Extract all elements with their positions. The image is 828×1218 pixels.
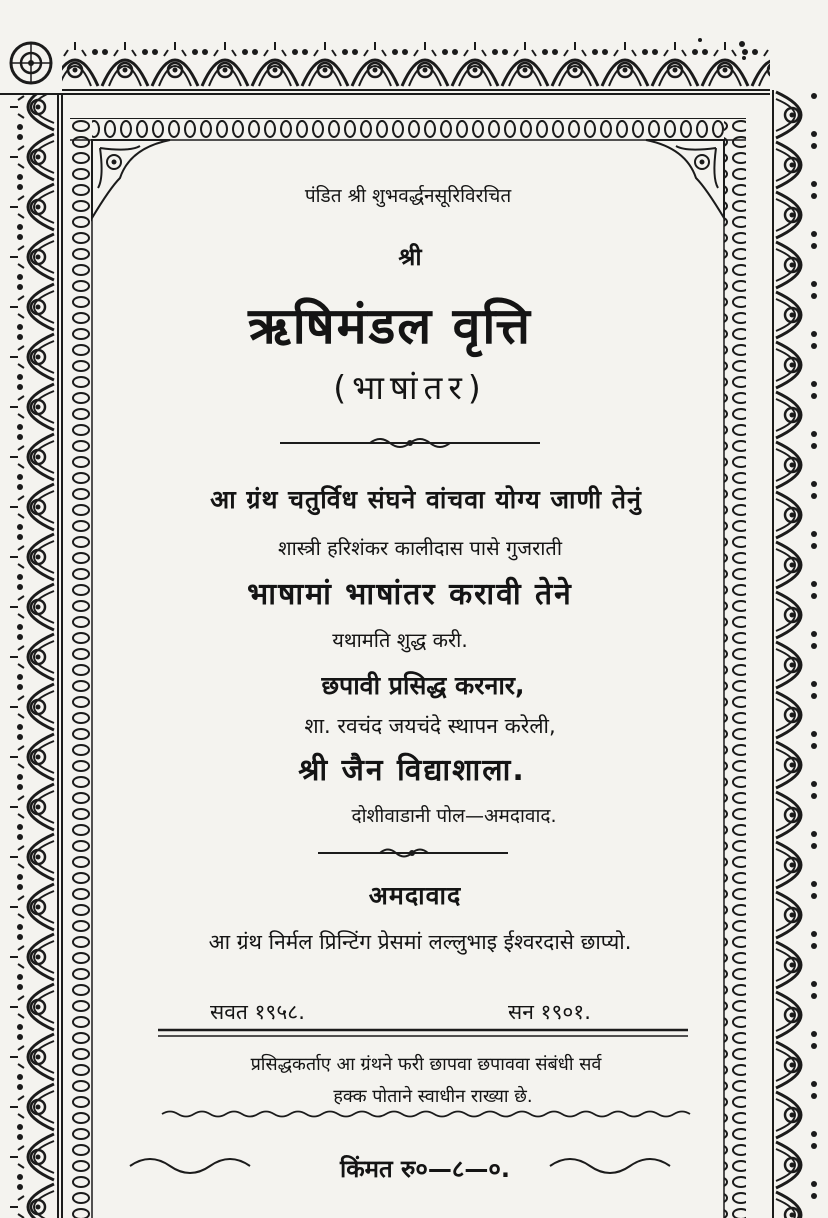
- publication-line: शास्त्री हरिशंकर कालीदास पासे गुजराती: [277, 536, 563, 560]
- printer-line: आ ग्रंथ निर्मल प्रिन्टिंग प्रेसमां लल्लुभाइ ईश्वरदासे छाप्यो.: [208, 930, 632, 954]
- san-year: सन १९०१.: [508, 1000, 591, 1024]
- copyright-note-line: हक्क पोताने स्वाधीन राख्या छे.: [333, 1086, 533, 1107]
- price-line: किंमत रु०—८—०.: [340, 1155, 510, 1183]
- copyright-note-line: प्रसिद्धकर्ताए आ ग्रंथने फरी छापवा छपाववा संबंधी सर्व: [250, 1054, 602, 1075]
- publication-line: छपावी प्रसिद्ध करनार,: [321, 671, 525, 700]
- samvat-year: सवत १९५८.: [210, 1000, 305, 1024]
- divider-ornament-1: [280, 439, 540, 447]
- publication-line: भाषामां भाषांतर करावी तेने: [247, 577, 573, 612]
- book-subtitle: (भाषांतर): [333, 368, 487, 407]
- corner-ornament-right: [646, 140, 724, 218]
- divider-ornament-2: [318, 850, 508, 857]
- publication-line: यथामति शुद्ध करी.: [332, 628, 468, 652]
- author-line: पंडित श्री शुभवर्द्धनसूरिविरचित: [304, 185, 512, 207]
- book-title: ऋषिमंडल वृत्ति: [248, 297, 532, 355]
- shri-heading: श्री: [398, 243, 422, 271]
- publisher-address: दोशीवाडानी पोल—अमदावाद.: [351, 805, 557, 827]
- publication-line: आ ग्रंथ चतुर्विध संघने वांचवा योग्य जाणी तेनुं: [210, 485, 642, 514]
- wavy-rule: [162, 1112, 690, 1117]
- right-ornamental-border: [770, 90, 828, 1218]
- corner-ornament-left: [92, 140, 170, 218]
- publication-line: शा. रवचंद जयचंदे स्थापन करेली,: [304, 714, 556, 738]
- publisher-name: श्री जैन विद्याशाला.: [298, 753, 526, 788]
- city-name: अमदावाद: [368, 881, 462, 910]
